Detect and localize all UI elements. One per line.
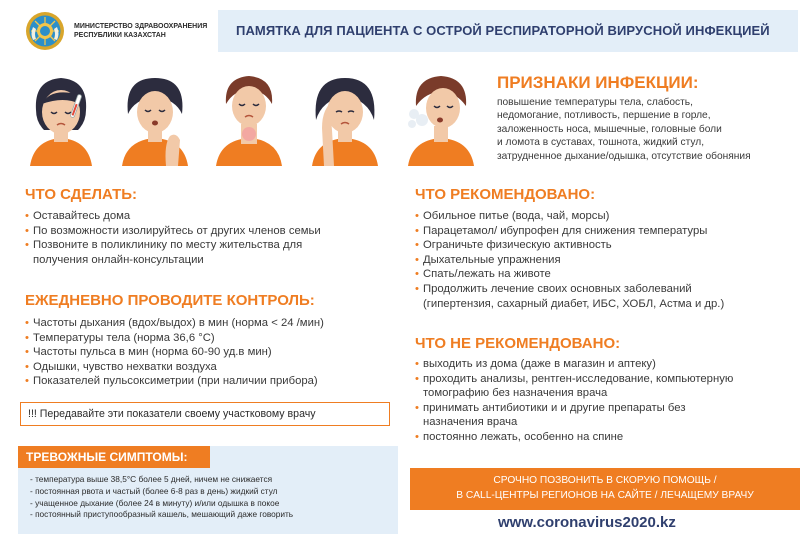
ministry-logo xyxy=(24,10,214,52)
signs-line: и ломота в суставах, тошнота, жидкий стул, xyxy=(497,137,705,149)
ministry-name-line2: РЕСПУБЛИКИ КАЗАХСТАН xyxy=(74,31,166,39)
signs-text xyxy=(497,96,797,163)
not-recommended-heading: ЧТО НЕ РЕКОМЕНДОВАНО: xyxy=(415,335,621,352)
what-to-do-list xyxy=(25,209,321,267)
call-line2: В CALL-ЦЕНТРЫ РЕГИОНОВ НА САЙТЕ / ЛЕЧАЩЕМУ ВРАЧУ xyxy=(456,490,754,501)
list-item: получения онлайн-консультации xyxy=(33,253,204,266)
list-item: • Ограничьте физическую активность xyxy=(415,238,724,253)
list-item: • выходить из дома (даже в магазин и аптеку) xyxy=(415,357,733,372)
list-item: • Частоты пульса в мин (норма 60-90 уд.в мин) xyxy=(25,345,324,360)
list-item: • постоянно лежать, особенно на спине xyxy=(415,430,733,445)
list-item: • Продолжить лечение своих основных заболеваний xyxy=(415,282,724,297)
breathing-difficulty-face-icon xyxy=(400,70,482,166)
emergency-call-banner xyxy=(410,468,800,510)
ministry-name-line1: МИНИСТЕРСТВО ЗДРАВООХРАНЕНИЯ xyxy=(74,23,208,30)
list-item: назначения врача xyxy=(423,416,518,429)
list-item: • принимать антибиотики и и другие препараты без xyxy=(415,401,733,416)
list-item: - постоянная рвота и частый (более 6-8 раз в день) жидкий стул xyxy=(30,485,278,496)
call-line1: СРОЧНО ПОЗВОНИТЬ В СКОРУЮ ПОМОЩЬ / xyxy=(493,475,717,486)
list-item: • Оставайтесь дома xyxy=(25,209,321,224)
list-item: • Спать/лежать на животе xyxy=(415,267,724,282)
list-item: • Обильное питье (вода, чай, морсы) xyxy=(415,209,724,224)
list-item: • Частоты дыхания (вдох/выдох) в мин (норма < 24 /мин) xyxy=(25,316,324,331)
signs-heading: ПРИЗНАКИ ИНФЕКЦИИ: xyxy=(497,73,699,92)
list-item: • Позвоните в поликлинику по месту жительства для xyxy=(25,238,321,253)
alarm-symptoms-list xyxy=(30,474,293,521)
header xyxy=(0,0,800,62)
what-to-do-heading: ЧТО СДЕЛАТЬ: xyxy=(25,186,138,203)
list-item: • Парацетамол/ ибупрофен для снижения температуры xyxy=(415,224,724,239)
list-item: - учащенное дыхание (более 24 в минуту) и/или одышка в покое xyxy=(30,497,280,508)
page-title: ПАМЯТКА ДЛЯ ПАЦИЕНТА С ОСТРОЙ РЕСПИРАТОРНОЙ ВИРУСНОЙ ИНФЕКЦИЕЙ xyxy=(236,23,770,38)
list-item: • По возможности изолируйтесь от других членов семьи xyxy=(25,224,321,239)
list-item: - температура выше 38,5°С более 5 дней, ничем не снижается xyxy=(30,474,273,484)
ministry-name xyxy=(74,23,224,40)
recommended-heading: ЧТО РЕКОМЕНДОВАНО: xyxy=(415,186,596,203)
signs-line: заложенность носа, мышечные, головные боли xyxy=(497,123,722,135)
list-item: - постоянный приступообразный кашель, мешающий даже говорить xyxy=(30,509,294,520)
recommended-list xyxy=(415,209,724,311)
list-item: (гипертензия, сахарный диабет, ИБС, ХОБЛ, Астма и др.) xyxy=(423,297,725,310)
list-item: • Одышки, чувство нехватки воздуха xyxy=(25,360,324,375)
fever-face-icon xyxy=(20,70,102,166)
website-link[interactable]: www.coronavirus2020.kz xyxy=(498,514,676,531)
signs-line: повышение температуры тела, слабость, xyxy=(497,97,693,108)
state-emblem-icon xyxy=(24,10,66,52)
alarm-symptoms-tab xyxy=(18,446,210,468)
daily-control-heading: ЕЖЕДНЕВНО ПРОВОДИТЕ КОНТРОЛЬ: xyxy=(25,292,315,309)
not-recommended-list xyxy=(415,357,733,445)
notice-text: !!! Передавайте эти показатели своему участковому врачу xyxy=(28,408,316,420)
alarm-symptoms-heading: ТРЕВОЖНЫЕ СИМПТОМЫ: xyxy=(26,450,188,464)
signs-line: затрудненное дыхание/одышка, отсутствие обоняния xyxy=(497,150,751,162)
throat-pain-face-icon xyxy=(208,70,290,166)
list-item: томографию без назначения врача xyxy=(423,387,608,400)
title-bar xyxy=(218,10,798,52)
symptom-illustrations xyxy=(12,70,492,170)
signs-line: недомогание, потливость, першение в горле, xyxy=(497,110,711,122)
list-item: • Температуры тела (норма 36,6 °С) xyxy=(25,331,324,346)
notice-box xyxy=(20,402,390,426)
daily-control-list xyxy=(25,316,324,389)
headache-face-icon xyxy=(304,70,386,166)
list-item: • Дыхательные упражнения xyxy=(415,253,724,268)
sore-throat-face-icon xyxy=(114,70,196,166)
list-item: • Показателей пульсоксиметрии (при наличии прибора) xyxy=(25,374,324,389)
list-item: • проходить анализы, рентген-исследование, компьютерную xyxy=(415,372,733,387)
